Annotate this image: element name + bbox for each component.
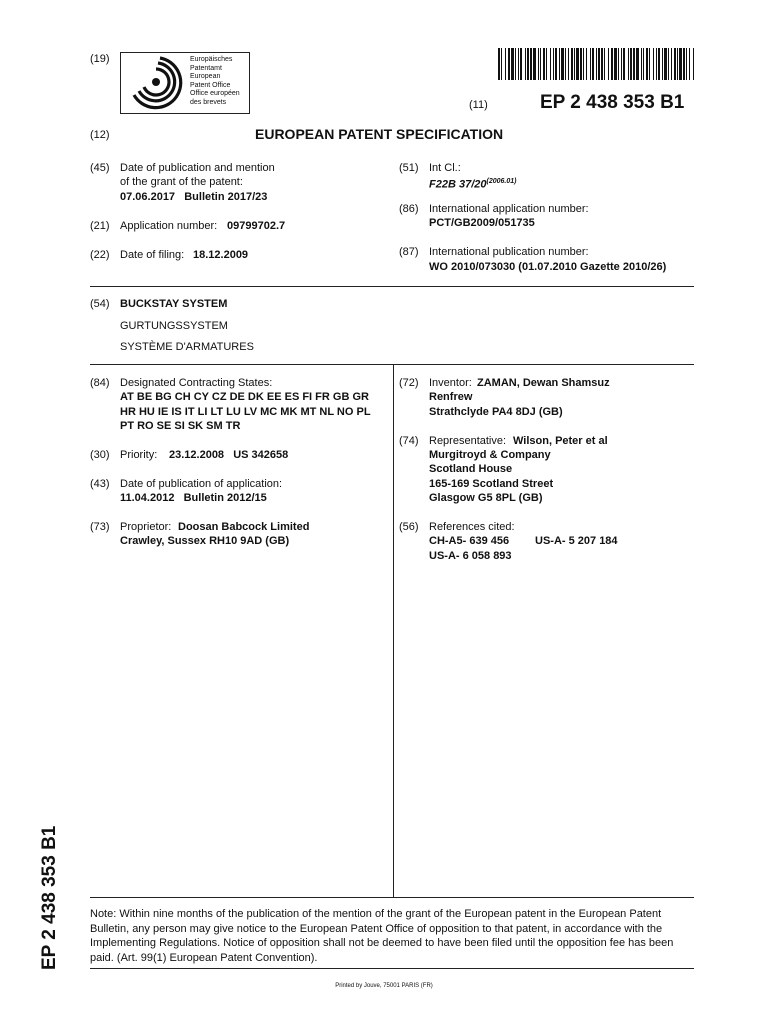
priority-value: 23.12.2008 US 342658 [169,449,289,461]
side-publication-text: EP 2 438 353 B1 [39,825,60,970]
publication-number: EP 2 438 353 B1 [540,92,685,113]
office-line: Office européen [190,90,240,98]
barcode-bar [693,48,694,80]
office-line: European [190,73,221,81]
proprietor-label: Proprietor: [120,521,172,533]
office-line: Patent Office [190,81,231,89]
representative-label: Representative: [429,435,507,447]
side-publication-number [28,800,78,980]
designated-states-label: Designated Contracting States: [120,377,273,389]
office-line: Europäisches [190,56,233,63]
inid-code-73: (73) [90,521,110,533]
grant-date-label: Date of publication and mention [120,162,275,174]
int-cl-class: F22B 37/20 [429,178,487,191]
intl-application-label: International application number: [429,203,589,215]
intl-publication-label: International publication number: [429,246,589,258]
inventor-address: Renfrew [429,391,473,403]
priority-label: Priority: [120,449,158,461]
inid-code-56: (56) [399,521,419,533]
application-number-value: 09799702.7 [227,220,286,232]
designated-states-line: HR HU IE IS IT LI LT LU LV MC MK MT NL NO PL [120,406,371,418]
document-title: EUROPEAN PATENT SPECIFICATION [255,126,504,142]
opposition-note: Note: Within nine months of the publication of the mention of the grant of the European patent in the European Patent Bulletin, any person may give notice to the European Patent Office of opposition to that patent, in accordance with the Implementing Regulations. Notice of opposition shall not be deemed to have been filed until the opposition fee has been paid. (Art. 99(1) European Patent Convention). [90,908,674,964]
application-number-label: Application number: [120,220,218,232]
grant-date-value: 07.06.2017 Bulletin 2017/23 [120,191,268,203]
inventor-address: Strathclyde PA4 8DJ (GB) [429,406,563,418]
designated-states-line: AT BE BG CH CY CZ DE DK EE ES FI FR GB GR [120,391,369,403]
inid-code-22: (22) [90,249,110,261]
epo-logo-icon [125,53,187,113]
inid-code-43: (43) [90,478,110,490]
invention-title-de: GURTUNGSSYSTEM [120,320,228,332]
divider [90,897,694,898]
inventor-label: Inventor: [429,377,472,389]
column-divider [393,364,394,898]
inid-code-51: (51) [399,162,419,174]
divider [90,286,694,287]
references-label: References cited: [429,521,515,533]
inid-code-84: (84) [90,377,110,389]
designated-states-line: PT RO SE SI SK SM TR [120,420,241,432]
representative-name: Wilson, Peter et al [513,435,608,447]
application-publication-label: Date of publication of application: [120,478,283,490]
divider [90,968,694,969]
representative-address: Murgitroyd & Company [429,449,551,461]
invention-title-en: BUCKSTAY SYSTEM [120,298,228,310]
intl-application-value: PCT/GB2009/051735 [429,217,535,229]
reference-item: US-A- 6 058 893 [429,550,512,562]
proprietor-name: Doosan Babcock Limited [178,521,310,533]
inventor-name: ZAMAN, Dewan Shamsuz [477,377,610,389]
int-cl-label: Int Cl.: [429,162,461,174]
inid-code-12: (12) [90,129,110,141]
grant-date-label-2: of the grant of the patent: [120,176,243,188]
office-name [190,56,240,108]
divider [90,364,694,365]
intl-publication-value: WO 2010/073030 (01.07.2010 Gazette 2010/26) [429,261,667,273]
reference-item: US-A- 5 207 184 [535,535,618,547]
inid-code-86: (86) [399,203,419,215]
office-line: des brevets [190,98,227,106]
inid-code-19: (19) [90,53,110,65]
representative-address: 165-169 Scotland Street [429,478,554,490]
reference-item: CH-A5- 639 456 [429,535,510,547]
int-cl-value [429,175,516,192]
inid-code-74: (74) [399,435,419,447]
inid-code-45: (45) [90,162,110,174]
inid-code-87: (87) [399,246,419,258]
invention-title-fr: SYSTÈME D'ARMATURES [120,341,254,353]
office-line: Patentamt [190,64,222,72]
representative-address: Glasgow G5 8PL (GB) [429,492,543,504]
inid-code-72: (72) [399,377,419,389]
int-cl-version: (2006.01) [486,178,517,185]
filing-date-value: 18.12.2009 [193,249,249,261]
printer-credit: Printed by Jouve, 75001 PARIS (FR) [335,983,433,989]
inid-code-30: (30) [90,449,110,461]
representative-address: Scotland House [429,463,513,475]
proprietor-address: Crawley, Sussex RH10 9AD (GB) [120,535,290,547]
filing-date-label: Date of filing: [120,249,185,261]
inid-code-54: (54) [90,298,110,310]
inid-code-11: (11) [469,99,488,111]
application-publication-value: 11.04.2012 Bulletin 2012/15 [120,492,267,504]
inid-code-21: (21) [90,220,110,232]
barcode [498,48,694,80]
